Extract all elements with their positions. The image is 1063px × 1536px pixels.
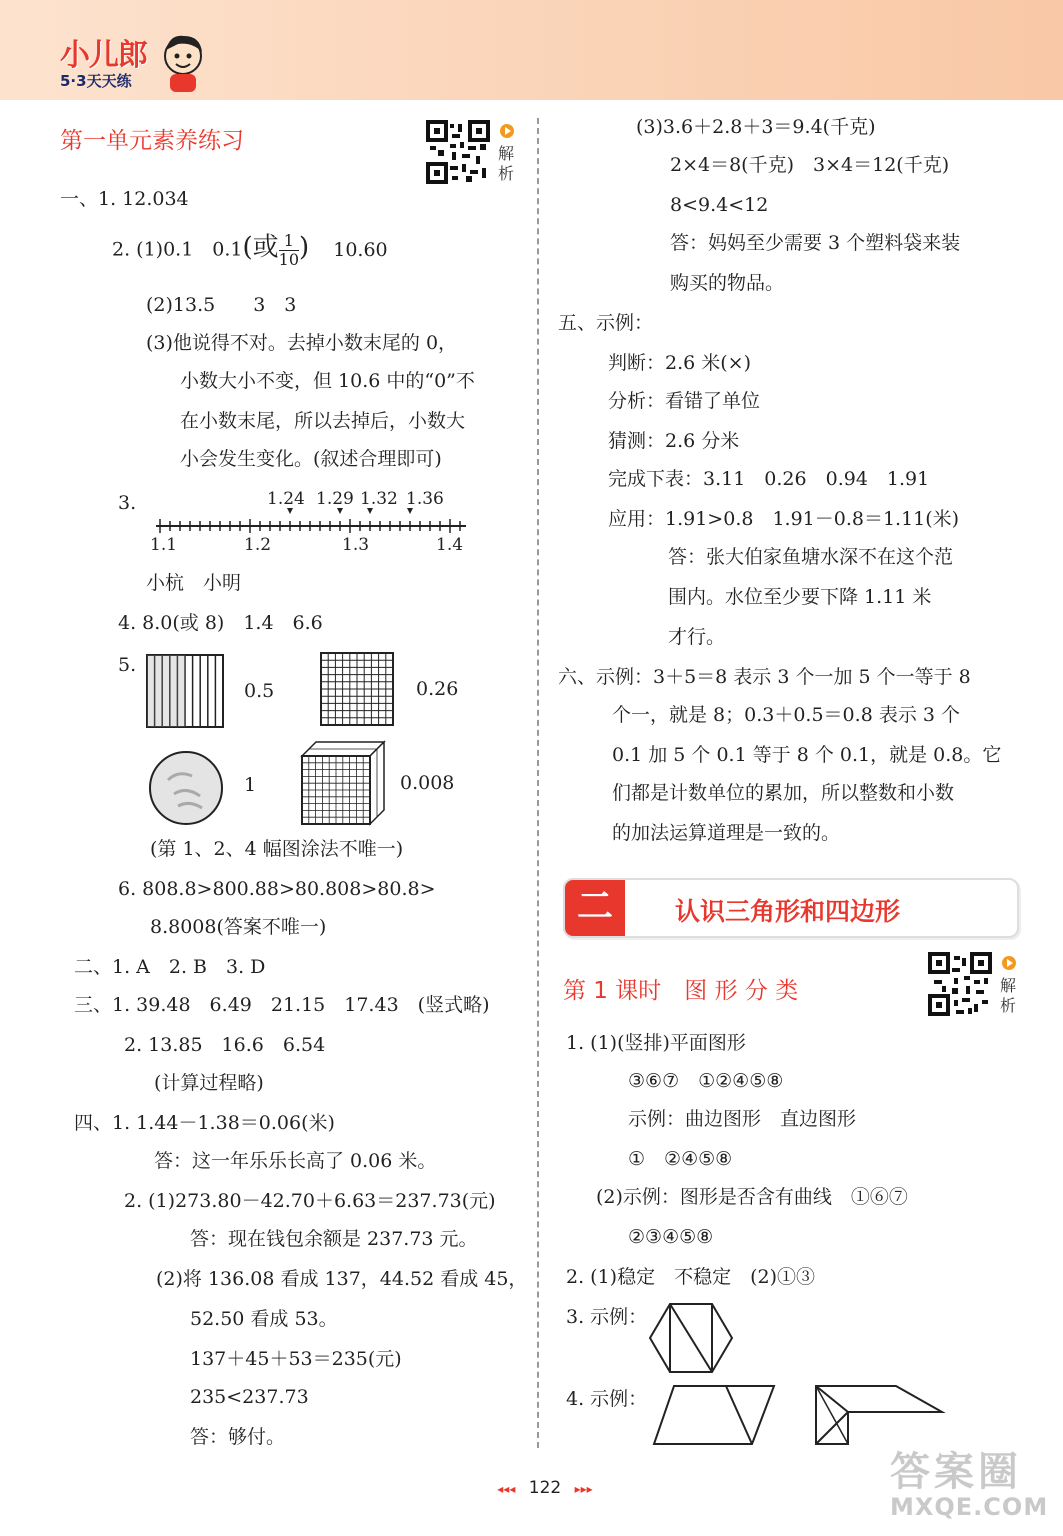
answer-line: 2. (1)0.1 0.1(或 $\frac{1}{10}$ ) 10.60 — [112, 231, 388, 269]
parallelogram-figure — [652, 1384, 776, 1446]
numberline-bottom-label: 1.1 — [150, 535, 178, 555]
answer-line: 答：够付。 — [190, 1426, 286, 1448]
numberline-top-label: 1.24 — [267, 489, 305, 509]
unit-banner — [563, 878, 1019, 938]
grid-cube-figure — [300, 740, 386, 826]
answer-line: 围内。水位至少要下降 1.11 米 — [668, 586, 932, 608]
hexagon-figure — [648, 1302, 734, 1374]
numberline-top-label: 1.36 — [406, 489, 444, 509]
answer-line: 五、示例： — [558, 312, 654, 334]
answer-line: 8<9.4<12 — [670, 194, 769, 216]
page-number: ◂◂◂ 122 ▸▸▸ — [497, 1478, 593, 1498]
answer-line: 答：妈妈至少需要 3 个塑料袋来装 — [670, 232, 961, 254]
answer-line: (2)13.5 3 3 — [146, 294, 297, 316]
answer-line: 答：张大伯家鱼塘水深不在这个范 — [668, 546, 954, 568]
next-arrow-icon: ▸▸▸ — [574, 1482, 593, 1496]
answer-line: 3. 示例： — [566, 1306, 648, 1328]
answer-line: 判断：2.6 米(×) — [608, 352, 752, 374]
prev-arrow-icon: ◂◂◂ — [497, 1482, 516, 1496]
question-number: 5. — [118, 654, 137, 676]
answer-line: 小数大小不变，但 10.6 中的“0”不 — [180, 370, 475, 392]
question-number: 3. — [118, 492, 137, 514]
qr-label: 解析 — [999, 976, 1016, 1015]
answer-line: 分析：看错了单位 — [608, 390, 761, 412]
number-line — [146, 486, 476, 556]
numberline-top-label: 1.32 — [360, 489, 398, 509]
answer-line: 四、1. 1.44－1.38＝0.06(米) — [74, 1112, 335, 1134]
answer-line: 完成下表：3.11 0.26 0.94 1.91 — [608, 468, 930, 490]
answer-line: (2)示例：图形是否含有曲线 ①⑥⑦ — [596, 1186, 908, 1208]
answer-line: 小杭 小明 — [146, 572, 242, 594]
answer-line: ②③④⑤⑧ — [628, 1226, 714, 1248]
striped-square-figure — [146, 654, 224, 728]
column-divider — [537, 118, 539, 1448]
answer-line: 2×4＝8(千克) 3×4＝12(千克) — [670, 154, 950, 176]
unit-number: 二 — [565, 880, 625, 936]
qr-code-icon[interactable] — [928, 952, 992, 1016]
answer-line: 二、1. A 2. B 3. D — [74, 956, 266, 978]
mascot-icon — [158, 30, 208, 96]
answer-line: ① ②④⑤⑧ — [628, 1148, 733, 1170]
answer-line: 在小数末尾，所以去掉后，小数大 — [180, 410, 466, 432]
answer-line: 小会发生变化。(叙述合理即可) — [180, 448, 442, 470]
figure-value: 0.5 — [244, 680, 275, 702]
answer-line: 示例：曲边图形 直边图形 — [628, 1108, 857, 1130]
answer-line: (3)他说得不对。去掉小数末尾的 0， — [146, 332, 458, 354]
answer-line: 答：这一年乐乐长高了 0.06 米。 — [154, 1150, 437, 1172]
answer-line: 4. 8.0(或 8) 1.4 6.6 — [118, 612, 323, 634]
answer-line: 0.1 加 5 个 0.1 等于 8 个 0.1，就是 0.8。它 — [612, 744, 1002, 766]
answer-line: ③⑥⑦ ①②④⑤⑧ — [628, 1070, 784, 1092]
answer-line: 6. 808.8>800.88>80.808>80.8> — [118, 878, 436, 900]
watermark: 答案圈 MXQE.COM — [890, 1449, 1049, 1521]
play-icon[interactable] — [1002, 956, 1016, 970]
answer-line: 答：现在钱包余额是 237.73 元。 — [190, 1228, 478, 1250]
answer-line: 4. 示例： — [566, 1388, 648, 1410]
answer-line: (3)3.6＋2.8＋3＝9.4(千克) — [636, 116, 876, 138]
figure-value: 0.26 — [416, 678, 459, 700]
qr-code-icon[interactable] — [426, 120, 490, 184]
answer-line: 三、1. 39.48 6.49 21.15 17.43 (竖式略) — [74, 994, 490, 1016]
figure-value: 0.008 — [400, 772, 455, 794]
answer-line: 六、示例：3＋5＝8 表示 3 个一加 5 个一等于 8 — [558, 666, 971, 688]
answer-line: 一、1. 12.034 — [60, 188, 189, 210]
answer-line: (第 1、2、4 幅图涂法不唯一) — [150, 838, 404, 860]
answer-line: 235<237.73 — [190, 1386, 309, 1408]
qr-label: 解析 — [497, 144, 514, 183]
answer-line: 们都是计数单位的累加，所以整数和小数 — [612, 782, 955, 804]
answer-line: (2)将 136.08 看成 137，44.52 看成 45， — [156, 1268, 528, 1290]
answer-line: 52.50 看成 53。 — [190, 1308, 338, 1330]
answer-line: 的加法运算道理是一致的。 — [612, 822, 841, 844]
lesson-title: 第 1 课时 图 形 分 类 — [563, 978, 799, 1004]
composite-shape-figure — [814, 1384, 946, 1446]
answer-line: 2. (1)273.80－42.70＋6.63＝237.73(元) — [124, 1190, 496, 1212]
play-icon[interactable] — [500, 124, 514, 138]
shaded-circle-figure — [148, 750, 224, 826]
numberline-bottom-label: 1.4 — [436, 535, 464, 555]
numberline-top-label: 1.29 — [316, 489, 354, 509]
answer-line: 购买的物品。 — [670, 272, 785, 294]
answer-line: 1. (1)(竖排)平面图形 — [566, 1032, 746, 1054]
answer-line: 才行。 — [668, 626, 726, 648]
brand-logo: 小儿郎 5·3天天练 — [60, 38, 147, 90]
section-title: 第一单元素养练习 — [60, 128, 244, 154]
answer-line: 猜测：2.6 分米 — [608, 430, 740, 452]
grid-square-figure — [320, 652, 394, 726]
answer-line: 应用：1.91>0.8 1.91－0.8＝1.11(米) — [608, 508, 960, 530]
answer-line: 2. (1)稳定 不稳定 (2)①③ — [566, 1266, 815, 1288]
numberline-bottom-label: 1.3 — [342, 535, 370, 555]
unit-title: 认识三角形和四边形 — [675, 897, 901, 926]
answer-line: 8.8008(答案不唯一) — [150, 916, 327, 938]
answer-line: 2. 13.85 16.6 6.54 — [124, 1034, 326, 1056]
answer-line: 个一，就是 8；0.3＋0.5＝0.8 表示 3 个 — [612, 704, 960, 726]
numberline-bottom-label: 1.2 — [244, 535, 272, 555]
answer-line: 137＋45＋53＝235(元) — [190, 1348, 402, 1370]
answer-line: (计算过程略) — [154, 1072, 264, 1094]
figure-value: 1 — [244, 774, 257, 796]
